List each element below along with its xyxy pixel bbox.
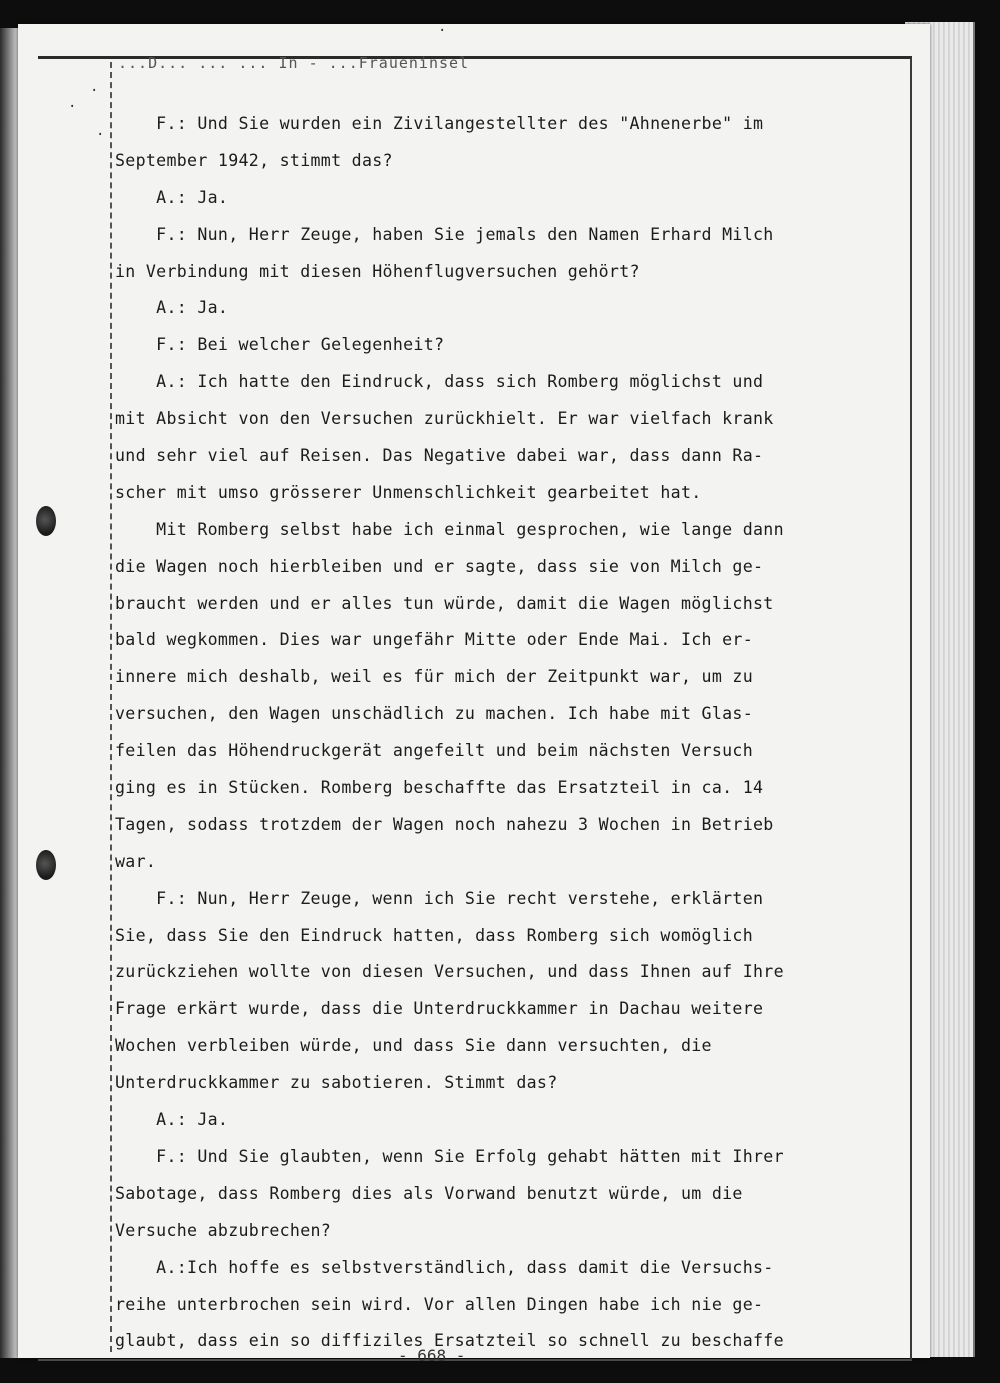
punch-hole-icon bbox=[36, 850, 56, 880]
text-line: zurückziehen wollte von diesen Versuchen, und dass Ihnen auf Ihre bbox=[115, 962, 784, 982]
text-line: braucht werden und er alles tun würde, damit die Wagen möglichst bbox=[115, 593, 774, 613]
text-line: A.: Ja. bbox=[115, 187, 229, 207]
text-line: F.: Nun, Herr Zeuge, wenn ich Sie recht verstehe, erklärten bbox=[115, 888, 764, 908]
punch-hole-icon bbox=[36, 506, 56, 536]
text-line: Tagen, sodass trotzdem der Wagen noch nahezu 3 Wochen in Betrieb bbox=[115, 814, 774, 834]
speck-mark: · bbox=[96, 127, 105, 143]
text-line: versuchen, den Wagen unschädlich zu machen. Ich habe mit Glas- bbox=[115, 704, 753, 724]
text-line: A.:Ich hoffe es selbstverständlich, dass damit die Versuchs- bbox=[115, 1257, 774, 1277]
text-line: A.: Ja. bbox=[115, 298, 229, 318]
document-page bbox=[18, 23, 930, 1365]
text-line: A.: Ja. bbox=[115, 1110, 229, 1130]
page-left-edge bbox=[110, 62, 112, 1352]
text-line: F.: Und Sie glaubten, wenn Sie Erfolg gehabt hätten mit Ihrer bbox=[115, 1146, 784, 1166]
page-number: - 668 - bbox=[398, 1346, 466, 1365]
text-line: Sie, dass Sie den Eindruck hatten, dass Romberg sich womöglich bbox=[115, 925, 753, 945]
text-line: mit Absicht von den Versuchen zurückhielt. Er war vielfach krank bbox=[115, 409, 774, 429]
text-line: bald wegkommen. Dies war ungefähr Mitte oder Ende Mai. Ich er- bbox=[115, 630, 753, 650]
speck-mark: · bbox=[68, 99, 77, 115]
text-line: ging es in Stücken. Romberg beschaffte das Ersatzteil in ca. 14 bbox=[115, 778, 764, 798]
text-line: F.: Nun, Herr Zeuge, haben Sie jemals den Namen Erhard Milch bbox=[115, 224, 774, 244]
text-line: war. bbox=[115, 851, 157, 871]
text-line: Wochen verbleiben würde, und dass Sie dann versuchten, die bbox=[115, 1036, 712, 1056]
text-line: F.: Und Sie wurden ein Zivilangestellter des "Ahnenerbe" im bbox=[115, 114, 764, 133]
speck-mark: · bbox=[90, 83, 99, 99]
text-line: Sabotage, dass Romberg dies als Vorwand benutzt würde, um die bbox=[115, 1183, 743, 1203]
speck-mark: · bbox=[438, 23, 447, 39]
transcript-body bbox=[115, 106, 855, 1360]
text-line: Versuche abzubrechen? bbox=[115, 1220, 332, 1240]
text-line: die Wagen noch hierbleiben und er sagte, dass sie von Milch ge- bbox=[115, 556, 764, 576]
text-line: scher mit umso grösserer Unmenschlichkeit gearbeitet hat. bbox=[115, 482, 702, 502]
text-line: reihe unterbrochen sein wird. Vor allen Dingen habe ich nie ge- bbox=[115, 1294, 764, 1314]
text-line: September 1942, stimmt das? bbox=[115, 150, 393, 170]
text-line: in Verbindung mit diesen Höhenflugversuchen gehört? bbox=[115, 261, 640, 281]
text-line: innere mich deshalb, weil es für mich der Zeitpunkt war, um zu bbox=[115, 667, 753, 687]
text-line: F.: Bei welcher Gelegenheit? bbox=[115, 335, 445, 355]
text-line: Mit Romberg selbst habe ich einmal gesprochen, wie lange dann bbox=[115, 519, 784, 539]
header-fragment: ...D... ... ... In - ...Fraueninsel bbox=[118, 54, 470, 72]
text-line: A.: Ich hatte den Eindruck, dass sich Romberg möglichst und bbox=[115, 372, 764, 392]
text-line: Frage erkärt wurde, dass die Unterdruckkammer in Dachau weitere bbox=[115, 999, 764, 1019]
text-line: feilen das Höhendruckgerät angefeilt und beim nächsten Versuch bbox=[115, 741, 753, 761]
text-line: glaubt, dass ein so diffiziles Ersatzteil so schnell zu beschaffe bbox=[115, 1331, 784, 1351]
text-line: Unterdruckkammer zu sabotieren. Stimmt das? bbox=[115, 1073, 558, 1093]
text-line: und sehr viel auf Reisen. Das Negative dabei war, dass dann Ra- bbox=[115, 446, 764, 466]
